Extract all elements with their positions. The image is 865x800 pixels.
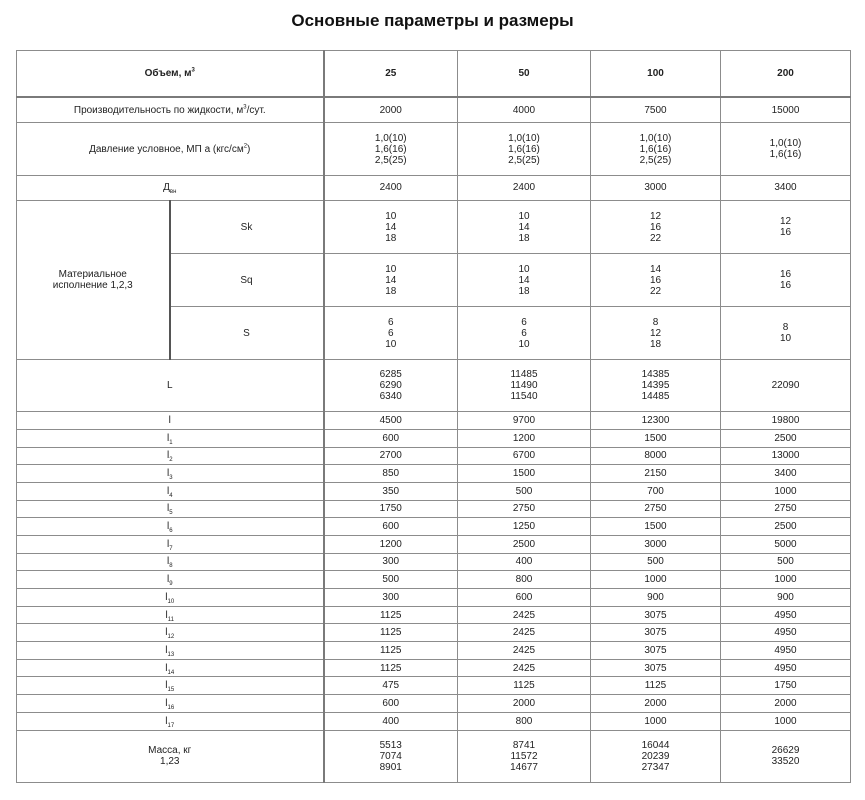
dimension-label: $l_{14}$ — [17, 659, 324, 677]
table-cell: 8 12 18 — [591, 307, 721, 359]
dimension-row — [17, 606, 851, 624]
dimensions-body — [17, 412, 851, 731]
table-cell: 8000 — [591, 447, 721, 465]
table-cell: 16044 20239 27347 — [591, 730, 721, 782]
table-cell: 15000 — [721, 97, 851, 123]
dimension-label: $l_{15}$ — [17, 677, 324, 695]
table-cell: 3075 — [591, 659, 721, 677]
table-cell: 4500 — [324, 412, 458, 430]
table-cell: 2425 — [458, 606, 591, 624]
dimension-label: $l_4$ — [17, 482, 324, 500]
dimension-label: $l_{16}$ — [17, 695, 324, 713]
dimension-label: $l_5$ — [17, 500, 324, 518]
table-cell: 1200 — [458, 429, 591, 447]
table-cell: 10 14 18 — [324, 254, 458, 307]
diameter-label: $Д_{вн}$ — [17, 175, 324, 200]
dimension-label: $l_7$ — [17, 535, 324, 553]
table-cell: 2500 — [721, 518, 851, 536]
table-cell: 500 — [591, 553, 721, 571]
table-cell: 350 — [324, 482, 458, 500]
table-cell: 12 16 — [721, 200, 851, 253]
dimension-label: l — [17, 412, 324, 430]
table-cell: 4950 — [721, 659, 851, 677]
mass-label: Масса, кг 1,23 — [17, 730, 324, 782]
table-cell: 400 — [324, 712, 458, 730]
table-cell: 1500 — [591, 429, 721, 447]
table-cell: 1000 — [591, 712, 721, 730]
dimension-row — [17, 553, 851, 571]
table-cell: 1,0(10) 1,6(16) 2,5(25) — [324, 123, 458, 175]
table-cell: 800 — [458, 571, 591, 589]
material-label: Материальное исполнение 1,2,3 — [17, 200, 170, 359]
material-row — [17, 200, 851, 253]
table-cell: 400 — [458, 553, 591, 571]
table-cell: 7500 — [591, 97, 721, 123]
table-cell: 900 — [591, 589, 721, 607]
volume-header-cell: 100 — [591, 51, 721, 97]
length-label: L — [17, 359, 324, 411]
dimension-label: $l_8$ — [17, 553, 324, 571]
table-cell: 6285 6290 6340 — [324, 359, 458, 411]
dimension-label: $l_2$ — [17, 447, 324, 465]
dimension-row — [17, 465, 851, 483]
table-cell: 12300 — [591, 412, 721, 430]
header-row — [17, 51, 851, 97]
table-cell: 850 — [324, 465, 458, 483]
table-cell: 2000 — [591, 695, 721, 713]
table-cell: 2425 — [458, 659, 591, 677]
productivity-label: Производительность по жидкости, $м^3$/сут. — [17, 97, 324, 123]
table-cell: 800 — [458, 712, 591, 730]
table-cell: 300 — [324, 553, 458, 571]
dimension-label: $l_{12}$ — [17, 624, 324, 642]
table-cell: 6 6 10 — [458, 307, 591, 359]
table-cell: 8741 11572 14677 — [458, 730, 591, 782]
table-cell: 1250 — [458, 518, 591, 536]
table-cell: 6700 — [458, 447, 591, 465]
table-cell: 4950 — [721, 606, 851, 624]
table-cell: 10 14 18 — [458, 254, 591, 307]
table-cell: 4000 — [458, 97, 591, 123]
table-cell: 475 — [324, 677, 458, 695]
dimension-label: $l_{10}$ — [17, 589, 324, 607]
table-cell: 600 — [324, 429, 458, 447]
table-cell: 2425 — [458, 642, 591, 660]
dimension-row — [17, 677, 851, 695]
table-cell: 2000 — [458, 695, 591, 713]
diameter-row — [17, 175, 851, 200]
mass-row — [17, 730, 851, 782]
table-cell: 1125 — [324, 642, 458, 660]
table-cell: 500 — [721, 553, 851, 571]
dimension-label: $l_{11}$ — [17, 606, 324, 624]
table-cell: 3075 — [591, 642, 721, 660]
dimension-label: $l_{13}$ — [17, 642, 324, 660]
productivity-row — [17, 97, 851, 123]
table-cell: 1,0(10) 1,6(16) 2,5(25) — [458, 123, 591, 175]
table-cell: 11485 11490 11540 — [458, 359, 591, 411]
table-cell: 1750 — [721, 677, 851, 695]
table-cell: 2400 — [324, 175, 458, 200]
table-cell: 900 — [721, 589, 851, 607]
table-cell: 5000 — [721, 535, 851, 553]
table-cell: 3400 — [721, 465, 851, 483]
volume-header-cell: 200 — [721, 51, 851, 97]
dimension-row — [17, 624, 851, 642]
table-cell: 600 — [324, 695, 458, 713]
table-cell: 1,0(10) 1,6(16) 2,5(25) — [591, 123, 721, 175]
table-cell: 1,0(10) 1,6(16) — [721, 123, 851, 175]
dimension-row — [17, 642, 851, 660]
material-sub-label: S — [170, 307, 324, 359]
length-row — [17, 359, 851, 411]
table-cell: 6 6 10 — [324, 307, 458, 359]
table-cell: 2400 — [458, 175, 591, 200]
table-cell: 2000 — [721, 695, 851, 713]
table-cell: 2000 — [324, 97, 458, 123]
dimension-row — [17, 712, 851, 730]
table-cell: 13000 — [721, 447, 851, 465]
table-cell: 4950 — [721, 624, 851, 642]
table-cell: 1750 — [324, 500, 458, 518]
dimension-row — [17, 518, 851, 536]
material-sub-label: Sk — [170, 200, 324, 253]
table-cell: 700 — [591, 482, 721, 500]
table-cell: 1000 — [721, 482, 851, 500]
table-cell: 26629 33520 — [721, 730, 851, 782]
volume-header-cell: 25 — [324, 51, 458, 97]
table-cell: 12 16 22 — [591, 200, 721, 253]
dimension-row — [17, 589, 851, 607]
pressure-row — [17, 123, 851, 175]
dimension-label: $l_1$ — [17, 429, 324, 447]
dimension-row — [17, 429, 851, 447]
table-cell: 2500 — [458, 535, 591, 553]
parameters-table — [16, 50, 851, 783]
material-sub-label: Sq — [170, 254, 324, 307]
table-cell: 2700 — [324, 447, 458, 465]
table-cell: 1000 — [721, 571, 851, 589]
dimension-row — [17, 535, 851, 553]
table-cell: 8 10 — [721, 307, 851, 359]
table-cell: 1500 — [458, 465, 591, 483]
table-cell: 3000 — [591, 535, 721, 553]
table-cell: 14 16 22 — [591, 254, 721, 307]
table-cell: 1125 — [324, 659, 458, 677]
dimension-row — [17, 500, 851, 518]
table-cell: 1125 — [324, 624, 458, 642]
table-cell: 1125 — [458, 677, 591, 695]
table-cell: 3075 — [591, 606, 721, 624]
table-cell: 2500 — [721, 429, 851, 447]
table-cell: 1000 — [591, 571, 721, 589]
dimension-row — [17, 571, 851, 589]
table-cell: 1500 — [591, 518, 721, 536]
table-cell: 1125 — [591, 677, 721, 695]
page-title: Основные параметры и размеры — [291, 11, 574, 30]
table-cell: 16 16 — [721, 254, 851, 307]
dimension-row — [17, 659, 851, 677]
table-cell: 19800 — [721, 412, 851, 430]
dimension-row — [17, 447, 851, 465]
table-cell: 2750 — [721, 500, 851, 518]
table-cell: 500 — [458, 482, 591, 500]
dimension-label: $l_9$ — [17, 571, 324, 589]
table-cell: 600 — [324, 518, 458, 536]
table-cell: 300 — [324, 589, 458, 607]
volume-header-cell: 50 — [458, 51, 591, 97]
table-cell: 10 14 18 — [324, 200, 458, 253]
table-cell: 1000 — [721, 712, 851, 730]
dimension-label: $l_{17}$ — [17, 712, 324, 730]
table-cell: 1200 — [324, 535, 458, 553]
dimension-row — [17, 412, 851, 430]
pressure-label: Давление условное, МП а $(кгс/см^2)$ — [17, 123, 324, 175]
table-cell: 600 — [458, 589, 591, 607]
dimension-row — [17, 482, 851, 500]
dimension-label: $l_3$ — [17, 465, 324, 483]
table-cell: 22090 — [721, 359, 851, 411]
volume-header-label: Объем, $м^3$ — [17, 51, 324, 97]
table-cell: 1125 — [324, 606, 458, 624]
table-cell: 3000 — [591, 175, 721, 200]
table-cell: 5513 7074 8901 — [324, 730, 458, 782]
dimension-label: $l_6$ — [17, 518, 324, 536]
table-cell: 9700 — [458, 412, 591, 430]
table-cell: 3400 — [721, 175, 851, 200]
table-cell: 10 14 18 — [458, 200, 591, 253]
table-cell: 4950 — [721, 642, 851, 660]
table-cell: 14385 14395 14485 — [591, 359, 721, 411]
table-cell: 2425 — [458, 624, 591, 642]
table-cell: 500 — [324, 571, 458, 589]
table-cell: 2150 — [591, 465, 721, 483]
dimension-row — [17, 695, 851, 713]
table-cell: 3075 — [591, 624, 721, 642]
table-cell: 2750 — [458, 500, 591, 518]
table-cell: 2750 — [591, 500, 721, 518]
